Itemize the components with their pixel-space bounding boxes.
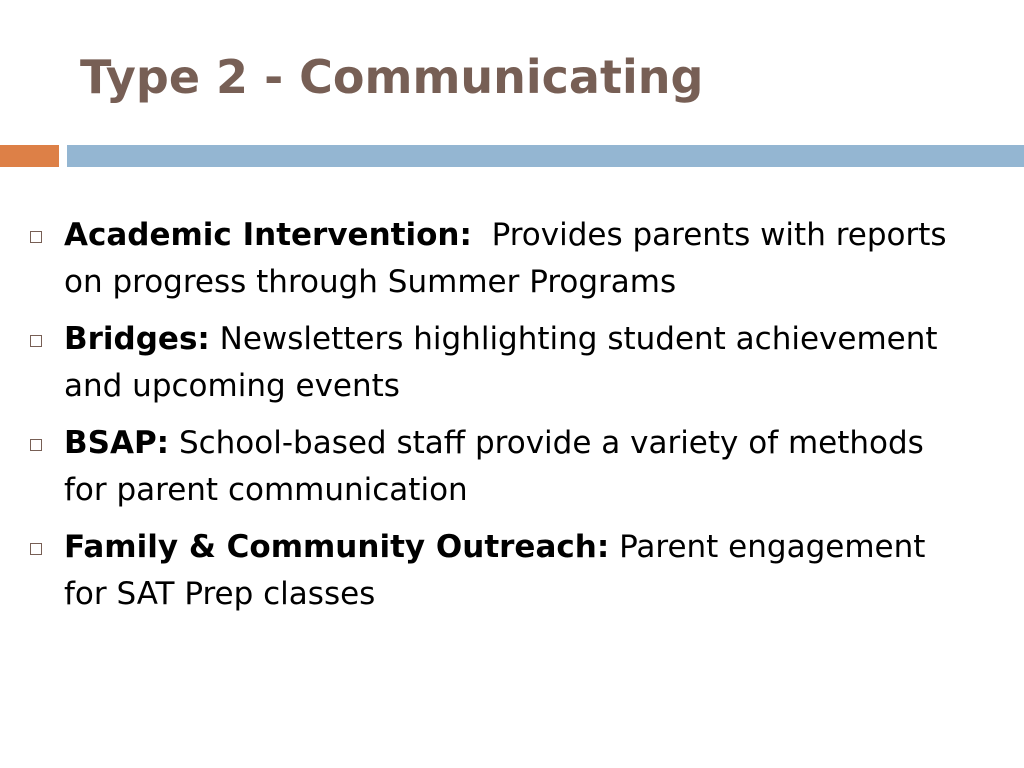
bullet-text: Parent engagement for SAT Prep classes bbox=[64, 529, 926, 612]
list-item bbox=[28, 420, 958, 514]
accent-bar-orange bbox=[0, 145, 59, 167]
list-item bbox=[28, 316, 958, 410]
hollow-square-icon bbox=[30, 335, 42, 347]
bullet-text: Newsletters highlighting student achievement and upcoming events bbox=[64, 321, 938, 404]
accent-bar-blue bbox=[67, 145, 1024, 167]
hollow-square-icon bbox=[30, 439, 42, 451]
hollow-square-icon bbox=[30, 231, 42, 243]
bullet-text: Provides parents with reports on progress through Summer Programs bbox=[64, 217, 947, 300]
hollow-square-icon bbox=[30, 543, 42, 555]
bullet-term: BSAP: bbox=[64, 425, 170, 461]
list-item bbox=[28, 212, 958, 306]
slide-title: Type 2 - Communicating bbox=[80, 50, 704, 104]
list-item bbox=[28, 524, 958, 618]
bullet-term: Academic Intervention: bbox=[64, 217, 472, 253]
bullet-list bbox=[28, 212, 958, 628]
bullet-term: Family & Community Outreach: bbox=[64, 529, 610, 565]
bullet-term: Bridges: bbox=[64, 321, 210, 357]
bullet-text: School-based staff provide a variety of methods for parent communication bbox=[64, 425, 924, 508]
